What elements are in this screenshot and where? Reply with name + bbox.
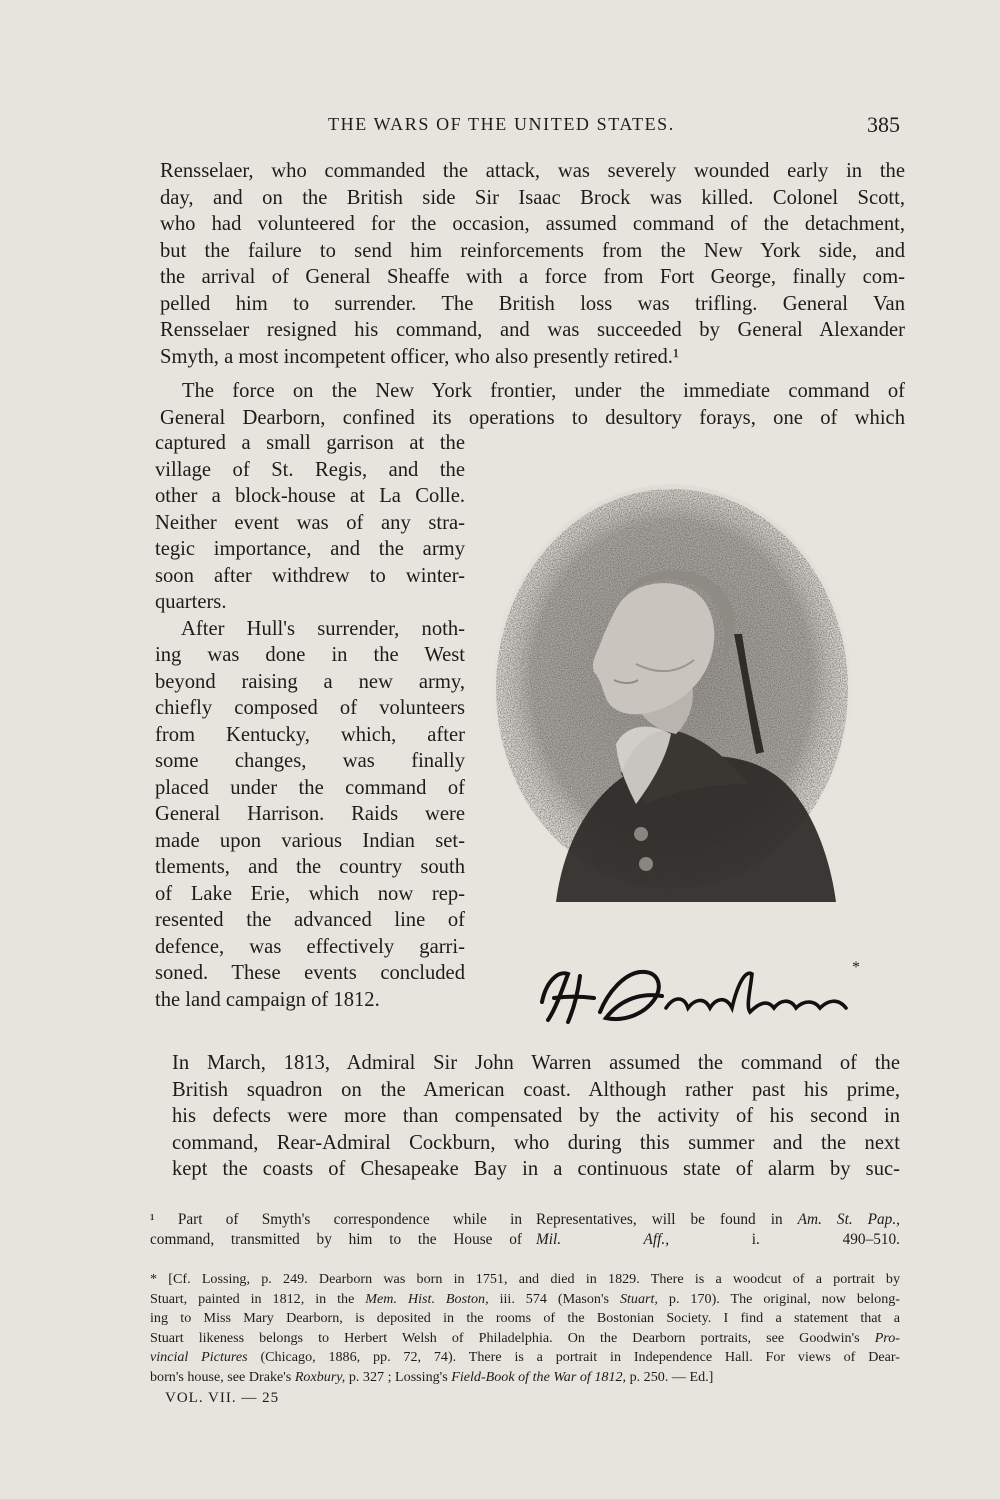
footnote-1	[150, 1210, 900, 1250]
footnote-text: Stuart likeness belongs to Herbert Welsh of Philadelphia. On the Dearborn portraits, see Goodwin's	[150, 1329, 875, 1346]
footnote-line	[150, 1368, 900, 1388]
text-line: but the failure to send him reinforcements from the New York side, and	[160, 239, 905, 262]
text-line: day, and on the British side Sir Isaac Brock was killed. Colonel Scott,	[160, 186, 905, 209]
text-line: soon after withdrew to winter-	[155, 564, 465, 587]
text-line: village of St. Regis, and the	[155, 458, 465, 481]
text-line: Neither event was of any stra-	[155, 511, 465, 534]
paragraph-1	[160, 158, 905, 370]
footnote-editor-note	[150, 1270, 900, 1388]
footnote-text: p. 170). The original, now belong-	[657, 1290, 900, 1307]
running-head	[150, 114, 900, 144]
footnote-line: ing to Miss Mary Dearborn, is deposited in the rooms of the Bostonian Society. I find a statement that a	[150, 1310, 900, 1327]
text-line: ing was done in the West	[155, 644, 465, 666]
footnote-line	[150, 1348, 900, 1368]
text-line: some changes, was finally	[155, 750, 465, 772]
footnote-citation: vincial Pictures	[150, 1349, 248, 1366]
text-line: quarters.	[155, 591, 227, 613]
footnote-citation: Mem. Hist. Boston,	[365, 1290, 489, 1307]
text-line: of Lake Erie, which now rep-	[155, 882, 465, 905]
text-line: The force on the New York frontier, under the immediate command of	[182, 380, 905, 402]
text-line: defence, was effectively garri-	[155, 935, 465, 958]
footnote-citation: Stuart,	[619, 1290, 658, 1307]
footnote-citation: Field-Book of the War of 1812,	[451, 1368, 627, 1385]
paragraph-4	[150, 1050, 900, 1183]
text-line: tegic importance, and the army	[155, 538, 465, 560]
text-line: Rensselaer resigned his command, and was succeeded by General Alexander	[160, 319, 905, 341]
text-line: In March, 1813, Admiral Sir John Warren assumed the command of the	[172, 1052, 900, 1074]
signature-asterisk: *	[852, 959, 860, 976]
footnote-line: ¹ Part of Smyth's correspondence while in	[150, 1211, 522, 1228]
text-line: chiefly composed of volunteers	[155, 697, 465, 719]
text-line: resented the advanced line of	[155, 909, 465, 931]
text-line: Rensselaer, who commanded the attack, was severely wounded early in the	[160, 160, 905, 182]
footnote-line	[536, 1210, 900, 1230]
text-line: command, Rear-Admiral Cockburn, who during this summer and the next	[172, 1131, 900, 1154]
footnote-line: * [Cf. Lossing, p. 249. Dearborn was born in 1751, and died in 1829. There is a woodcut of a portrait by	[150, 1271, 900, 1287]
text-line: his defects were more than compensated by the activity of his second in	[172, 1105, 900, 1127]
footnote-1-left-column	[150, 1210, 522, 1250]
text-line: tlements, and the country south	[155, 856, 465, 878]
footnote-citation: Am. St. Pap.,	[797, 1211, 900, 1228]
text-line: pelled him to surrender. The British loss was trifling. General Van	[160, 292, 905, 315]
footnote-text: (Chicago, 1886, pp. 72, 74). There is a portrait in Independence Hall. For views of Dear-	[247, 1349, 900, 1366]
page-number: 385	[867, 112, 900, 137]
volume-signature-mark: VOL. VII. — 25	[165, 1390, 280, 1406]
footnote-text: p. 327 ; Lossing's	[345, 1368, 452, 1385]
text-line: placed under the command of	[155, 776, 465, 799]
text-line: the land campaign of 1812.	[155, 988, 380, 1011]
footnote-text: p. 250. — Ed.]	[626, 1368, 714, 1385]
signature-image	[528, 952, 868, 1032]
text-line: General Dearborn, confined its operations to desultory forays, one of which	[160, 406, 905, 429]
footnote-citation: Mil. Aff.,	[536, 1231, 670, 1248]
text-line: the arrival of General Sheaffe with a force from Fort George, finally com-	[160, 266, 905, 288]
footnote-line	[150, 1329, 900, 1349]
footnote-text: born's house, see Drake's	[150, 1368, 295, 1385]
footnote-citation: Roxbury,	[294, 1368, 346, 1385]
text-line: other a block-house at La Colle.	[155, 485, 465, 507]
text-line: from Kentucky, which, after	[155, 723, 465, 746]
running-title: THE WARS OF THE UNITED STATES.	[328, 114, 675, 134]
paragraph-2	[160, 378, 905, 431]
text-line: made upon various Indian set-	[155, 829, 465, 852]
footnote-text: Representatives, will be found in	[536, 1211, 798, 1228]
text-line: Smyth, a most incompetent officer, who also presently retired.¹	[160, 345, 680, 368]
narrow-text-column	[155, 430, 465, 1013]
text-line: General Harrison. Raids were	[155, 803, 465, 825]
text-line: kept the coasts of Chesapeake Bay in a continuous state of alarm by suc-	[172, 1158, 900, 1180]
text-line: who had volunteered for the occasion, assumed command of the detachment,	[160, 213, 905, 235]
dearborn-portrait-engraving	[486, 484, 858, 902]
footnote-text: iii. 574 (Mason's	[488, 1290, 620, 1307]
footnote-text: Stuart, painted in 1812, in the	[150, 1290, 366, 1307]
footnote-citation: Pro-	[874, 1329, 900, 1346]
text-line: beyond raising a new army,	[155, 670, 465, 693]
text-line: captured a small garrison at the	[155, 432, 465, 454]
text-line: soned. These events concluded	[155, 962, 465, 984]
footnote-line: command, transmitted by him to the House of	[150, 1231, 522, 1248]
footnote-line	[536, 1230, 900, 1250]
footnote-text: i. 490–510.	[669, 1231, 900, 1248]
footnote-line	[150, 1290, 900, 1310]
text-line: After Hull's surrender, noth-	[181, 617, 465, 640]
footnote-1-right-column	[536, 1210, 900, 1250]
text-line: British squadron on the American coast. Although rather past his prime,	[172, 1078, 900, 1101]
